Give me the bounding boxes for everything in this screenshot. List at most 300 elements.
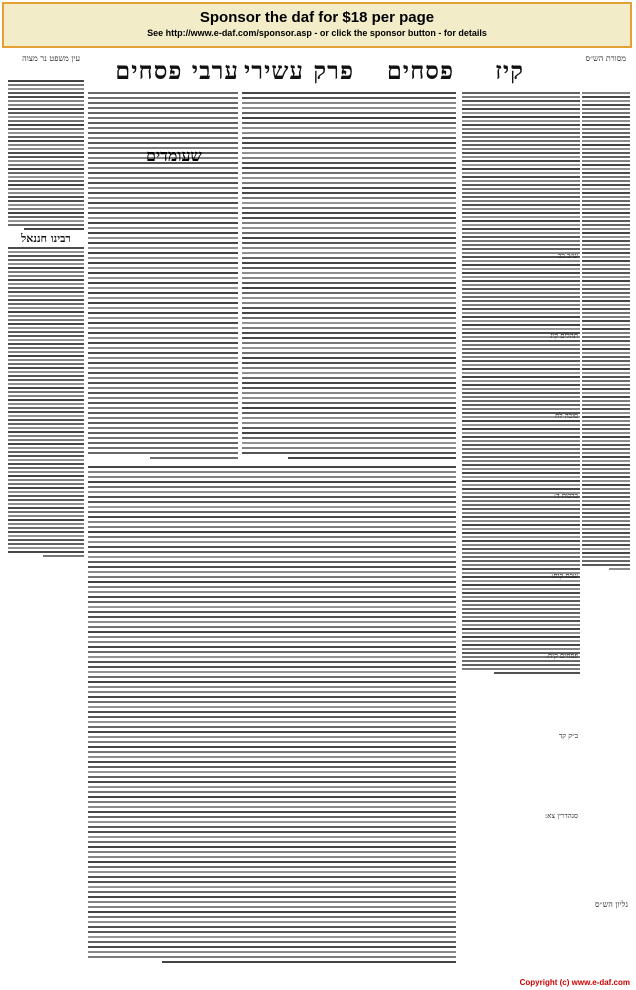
text-line <box>462 468 580 470</box>
text-line <box>8 160 84 162</box>
text-line <box>88 666 456 668</box>
text-line <box>88 92 238 94</box>
text-line <box>609 568 630 570</box>
text-line <box>8 523 84 525</box>
text-line <box>88 337 238 339</box>
text-line <box>88 282 238 284</box>
text-line <box>462 512 580 514</box>
text-line <box>582 412 630 414</box>
text-line <box>8 383 84 385</box>
text-line <box>43 555 84 557</box>
text-line <box>88 407 238 409</box>
text-line <box>462 444 580 446</box>
text-line <box>8 407 84 409</box>
text-line <box>88 941 456 943</box>
text-line <box>242 117 456 119</box>
text-line <box>462 636 580 638</box>
text-line <box>462 552 580 554</box>
text-line <box>582 240 630 242</box>
text-line <box>242 202 456 204</box>
sponsor-title[interactable]: Sponsor the daf for $18 per page <box>199 9 435 26</box>
text-line <box>582 396 630 398</box>
text-line <box>462 428 580 430</box>
text-line <box>582 316 630 318</box>
text-line <box>582 120 630 122</box>
text-line <box>242 252 456 254</box>
text-line <box>582 392 630 394</box>
text-line <box>8 315 84 317</box>
text-line <box>88 367 238 369</box>
text-line <box>462 604 580 606</box>
text-line <box>462 124 580 126</box>
text-line <box>462 580 580 582</box>
text-line <box>462 176 580 178</box>
text-line <box>462 192 580 194</box>
text-line <box>88 471 456 473</box>
text-line <box>582 540 630 542</box>
text-line <box>8 136 84 138</box>
text-line <box>582 488 630 490</box>
text-line <box>88 377 238 379</box>
text-line <box>88 217 238 219</box>
text-line <box>582 472 630 474</box>
text-line <box>462 376 580 378</box>
text-line <box>88 197 238 199</box>
text-line <box>582 544 630 546</box>
text-line <box>88 851 456 853</box>
text-line <box>88 806 456 808</box>
text-line <box>462 544 580 546</box>
text-line <box>462 236 580 238</box>
text-line <box>242 132 456 134</box>
text-line <box>582 564 630 566</box>
text-line <box>8 224 84 226</box>
text-line <box>582 296 630 298</box>
text-line <box>462 196 580 198</box>
text-line <box>462 460 580 462</box>
text-line <box>8 275 84 277</box>
text-line <box>88 956 456 958</box>
text-line <box>88 601 456 603</box>
text-line <box>242 322 456 324</box>
text-line <box>582 480 630 482</box>
side-note: סוכה לח <box>555 412 578 420</box>
text-line <box>462 304 580 306</box>
text-line <box>8 92 84 94</box>
talmud-page <box>6 52 630 982</box>
text-line <box>8 295 84 297</box>
text-line <box>242 162 456 164</box>
text-line <box>88 177 238 179</box>
text-line <box>88 127 238 129</box>
text-line <box>582 452 630 454</box>
text-line <box>242 442 456 444</box>
sponsor-banner[interactable] <box>2 2 632 48</box>
text-line <box>88 846 456 848</box>
text-line <box>462 644 580 646</box>
text-line <box>8 431 84 433</box>
text-line <box>462 340 580 342</box>
text-line <box>462 380 580 382</box>
text-line <box>24 228 85 230</box>
text-line <box>462 232 580 234</box>
text-line <box>88 916 456 918</box>
text-line <box>8 531 84 533</box>
text-line <box>88 382 238 384</box>
text-line <box>88 551 456 553</box>
text-line <box>462 364 580 366</box>
text-line <box>582 344 630 346</box>
text-line <box>88 906 456 908</box>
text-line <box>88 257 238 259</box>
text-line <box>242 172 456 174</box>
text-line <box>8 84 84 86</box>
text-line <box>462 120 580 122</box>
text-line <box>582 380 630 382</box>
text-line <box>242 222 456 224</box>
text-line <box>582 320 630 322</box>
text-line <box>88 946 456 948</box>
text-line <box>8 355 84 357</box>
text-line <box>8 415 84 417</box>
text-line <box>462 408 580 410</box>
text-line <box>242 342 456 344</box>
text-line <box>8 208 84 210</box>
text-line <box>462 612 580 614</box>
text-line <box>582 416 630 418</box>
text-line <box>8 271 84 273</box>
text-line <box>462 500 580 502</box>
text-line <box>462 356 580 358</box>
side-note: ב״ק קד <box>558 732 578 740</box>
text-line <box>88 706 456 708</box>
text-line <box>88 686 456 688</box>
text-line <box>582 172 630 174</box>
text-line <box>88 566 456 568</box>
text-line <box>582 424 630 426</box>
text-line <box>88 392 238 394</box>
text-line <box>462 184 580 186</box>
text-line <box>88 302 238 304</box>
text-line <box>8 164 84 166</box>
text-line <box>242 302 456 304</box>
text-line <box>242 122 456 124</box>
text-line <box>462 168 580 170</box>
text-line <box>88 112 238 114</box>
text-line <box>242 377 456 379</box>
text-line <box>242 107 456 109</box>
text-line <box>582 184 630 186</box>
text-line <box>582 284 630 286</box>
text-line <box>462 96 580 98</box>
text-line <box>462 148 580 150</box>
text-line <box>582 300 630 302</box>
text-line <box>88 701 456 703</box>
text-line <box>150 457 238 459</box>
text-line <box>88 716 456 718</box>
text-line <box>462 244 580 246</box>
text-line <box>582 204 630 206</box>
text-line <box>88 866 456 868</box>
gemara-column-top <box>242 92 456 462</box>
text-line <box>462 108 580 110</box>
text-line <box>88 187 238 189</box>
text-line <box>242 112 456 114</box>
text-line <box>582 128 630 130</box>
text-line <box>242 212 456 214</box>
text-line <box>582 552 630 554</box>
text-line <box>242 242 456 244</box>
text-line <box>582 324 630 326</box>
text-line <box>8 323 84 325</box>
left-commentary-column <box>8 80 84 700</box>
text-line <box>462 420 580 422</box>
text-line <box>582 420 630 422</box>
text-line <box>88 232 238 234</box>
text-line <box>88 621 456 623</box>
text-line <box>462 564 580 566</box>
text-line <box>8 387 84 389</box>
text-line <box>242 137 456 139</box>
sponsor-subtitle[interactable]: See http://www.e-daf.com/sponsor.asp - or click the sponsor button - for details <box>147 28 487 38</box>
side-note: שבת קיח: <box>551 572 578 580</box>
text-line <box>462 568 580 570</box>
text-line <box>8 419 84 421</box>
text-line <box>88 417 238 419</box>
text-line <box>88 222 238 224</box>
text-line <box>8 351 84 353</box>
text-line <box>582 384 630 386</box>
text-line <box>8 443 84 445</box>
text-line <box>582 116 630 118</box>
text-line <box>8 263 84 265</box>
text-line <box>582 216 630 218</box>
text-line <box>462 648 580 650</box>
text-line <box>462 220 580 222</box>
text-line <box>462 128 580 130</box>
text-line <box>88 437 238 439</box>
text-line <box>462 668 580 670</box>
text-line <box>88 726 456 728</box>
text-line <box>88 921 456 923</box>
text-line <box>462 136 580 138</box>
text-line <box>88 791 456 793</box>
text-line <box>88 297 238 299</box>
text-line <box>88 137 238 139</box>
text-line <box>88 881 456 883</box>
text-line <box>582 440 630 442</box>
text-line <box>88 122 238 124</box>
text-line <box>162 961 456 963</box>
text-line <box>462 372 580 374</box>
text-line <box>462 204 580 206</box>
text-line <box>242 282 456 284</box>
text-line <box>88 402 238 404</box>
header-chapter: פרק עשירי <box>244 56 354 85</box>
text-line <box>8 543 84 545</box>
text-line <box>582 356 630 358</box>
text-line <box>582 140 630 142</box>
text-line <box>8 88 84 90</box>
text-line <box>8 487 84 489</box>
text-line <box>582 144 630 146</box>
text-line <box>582 532 630 534</box>
text-line <box>8 347 84 349</box>
text-line <box>462 448 580 450</box>
text-line <box>8 216 84 218</box>
text-line <box>462 248 580 250</box>
text-line <box>242 392 456 394</box>
text-line <box>8 291 84 293</box>
text-line <box>462 624 580 626</box>
text-line <box>88 342 238 344</box>
text-line <box>462 396 580 398</box>
text-line <box>462 504 580 506</box>
text-line <box>8 311 84 313</box>
text-line <box>8 399 84 401</box>
text-line <box>88 332 238 334</box>
text-line <box>88 182 238 184</box>
text-line <box>8 527 84 529</box>
text-line <box>8 435 84 437</box>
text-line <box>462 388 580 390</box>
text-line <box>242 147 456 149</box>
text-line <box>88 691 456 693</box>
text-line <box>8 148 84 150</box>
copyright-footer[interactable]: Copyright (c) www.e-daf.com <box>519 978 630 987</box>
text-line <box>8 455 84 457</box>
text-line <box>88 756 456 758</box>
text-line <box>88 616 456 618</box>
text-line <box>242 317 456 319</box>
text-line <box>8 251 84 253</box>
text-line <box>582 360 630 362</box>
text-line <box>88 646 456 648</box>
text-line <box>8 519 84 521</box>
text-line <box>462 436 580 438</box>
text-line <box>88 277 238 279</box>
text-line <box>88 357 238 359</box>
text-line <box>242 152 456 154</box>
text-line <box>88 447 238 449</box>
text-line <box>582 368 630 370</box>
text-line <box>462 212 580 214</box>
text-line <box>582 428 630 430</box>
text-line <box>242 127 456 129</box>
text-line <box>582 528 630 530</box>
text-line <box>88 247 238 249</box>
text-line <box>462 260 580 262</box>
text-line <box>242 332 456 334</box>
text-line <box>582 112 630 114</box>
text-line <box>88 596 456 598</box>
text-line <box>8 507 84 509</box>
text-line <box>242 352 456 354</box>
text-line <box>88 631 456 633</box>
text-line <box>88 506 456 508</box>
text-line <box>462 156 580 158</box>
text-line <box>8 255 84 257</box>
text-line <box>242 417 456 419</box>
text-line <box>88 746 456 748</box>
text-line <box>88 911 456 913</box>
text-line <box>88 312 238 314</box>
text-line <box>582 192 630 194</box>
text-line <box>88 856 456 858</box>
text-line <box>242 277 456 279</box>
text-line <box>582 348 630 350</box>
page-header <box>106 56 524 92</box>
text-line <box>88 766 456 768</box>
text-line <box>8 343 84 345</box>
text-line <box>8 180 84 182</box>
text-line <box>242 402 456 404</box>
text-line <box>582 276 630 278</box>
text-line <box>582 152 630 154</box>
text-line <box>88 192 238 194</box>
text-line <box>582 508 630 510</box>
text-line <box>242 387 456 389</box>
text-line <box>8 287 84 289</box>
text-line <box>88 327 238 329</box>
text-line <box>242 142 456 144</box>
text-line <box>582 448 630 450</box>
text-line <box>8 427 84 429</box>
text-line <box>242 197 456 199</box>
text-line <box>88 486 456 488</box>
text-line <box>462 404 580 406</box>
text-line <box>88 287 238 289</box>
text-line <box>582 100 630 102</box>
text-line <box>8 267 84 269</box>
text-line <box>582 504 630 506</box>
text-line <box>8 475 84 477</box>
text-line <box>462 384 580 386</box>
text-line <box>462 520 580 522</box>
text-line <box>242 102 456 104</box>
text-line <box>462 600 580 602</box>
text-line <box>242 372 456 374</box>
text-line <box>462 524 580 526</box>
text-line <box>462 472 580 474</box>
text-line <box>8 319 84 321</box>
text-line <box>462 164 580 166</box>
text-line <box>8 471 84 473</box>
text-line <box>242 182 456 184</box>
text-line <box>462 240 580 242</box>
text-line <box>242 407 456 409</box>
text-line <box>462 104 580 106</box>
text-line <box>8 168 84 170</box>
text-line <box>242 437 456 439</box>
text-line <box>582 408 630 410</box>
text-line <box>88 536 456 538</box>
text-line <box>88 611 456 613</box>
text-line <box>462 616 580 618</box>
text-line <box>462 660 580 662</box>
text-line <box>462 160 580 162</box>
text-line <box>88 661 456 663</box>
text-line <box>88 896 456 898</box>
text-line <box>88 636 456 638</box>
text-line <box>242 92 456 94</box>
text-line <box>582 148 630 150</box>
text-line <box>242 267 456 269</box>
text-line <box>582 484 630 486</box>
text-line <box>462 560 580 562</box>
text-line <box>582 136 630 138</box>
text-line <box>582 560 630 562</box>
